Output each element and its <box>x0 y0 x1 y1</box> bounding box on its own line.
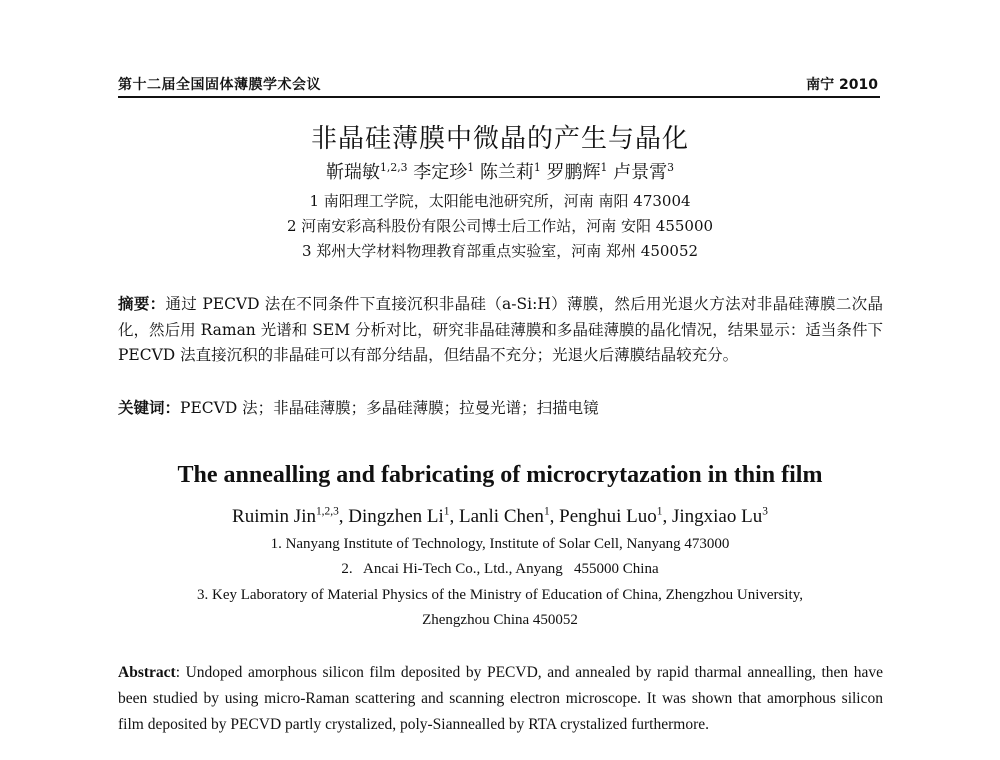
english-abstract-text: : Undoped amorphous silicon film deposited by PECVD, and annealed by rapid tharmal annealling, then have been studied by using micro-Raman scattering and scanning electron microscope. It was shown that amorphous silicon film deposited by PECVD partly crystalized, poly-Siannealled by RTA crystalized furthermore. <box>118 664 883 733</box>
chinese-authors <box>0 158 1000 184</box>
author-name: Penghui Luo <box>559 506 657 527</box>
english-abstract <box>118 660 883 738</box>
chinese-abstract-label: 摘要： <box>118 295 166 313</box>
author-affiliation-mark: 1 <box>443 505 450 518</box>
author-affiliation-mark: 1 <box>656 505 663 518</box>
author-name: 陈兰莉 <box>479 162 534 183</box>
author-affiliation-mark: 1 <box>600 161 608 174</box>
conference-name: 第十二届全国固体薄膜学术会议 <box>118 77 321 93</box>
chinese-keywords-label: 关键词： <box>118 399 181 417</box>
author-name: Jingxiao Lu <box>671 506 763 527</box>
chinese-affiliation-2: 2 河南安彩高科股份有限公司博士后工作站，河南 安阳 455000 <box>286 217 714 235</box>
chinese-affiliation-3: 3 郑州大学材料物理教育部重点实验室，河南 郑州 450052 <box>301 242 699 260</box>
english-authors: Ruimin Jin$^{1,2,3}$, Dingzhen Li$^1$, Lanli Chen$^1$, Penghui Luo$^1$, Jingxiao Lu$^3$ <box>232 505 768 527</box>
location-year: 南宁 2010 <box>806 77 878 93</box>
author-affiliation-mark: 1 <box>533 161 541 174</box>
running-header <box>118 72 880 98</box>
chinese-affiliation-1: 1 南阳理工学院，太阳能电池研究所，河南 南阳 473004 <box>309 192 691 210</box>
english-affiliation-2: 2. Ancai Hi-Tech Co., Ltd., Anyang 455000 China <box>341 561 659 577</box>
chinese-abstract-text: 通过 PECVD 法在不同条件下直接沉积非晶硅（a-Si:H）薄膜，然后用光退火方法对非晶硅薄膜二次晶化，然后用 Raman 光谱和 SEM 分析对比，研究非晶硅薄膜和多晶硅薄膜的晶化情况，结果显示：适当条件下 PECVD 法直接沉积的非晶硅可以有部分结晶，但结晶不充分；光退火后薄膜结晶较充分。 <box>118 295 883 364</box>
author-affiliation-mark: 1 <box>467 161 475 174</box>
english-title: The annealling and fabricating of microcrytazation in thin film <box>177 462 823 488</box>
author-name: 卢景霄 <box>613 162 668 183</box>
author-affiliation-mark: 1,2,3 <box>315 505 339 518</box>
author-affiliation-mark: 3 <box>667 161 674 174</box>
author-name: 靳瑞敏 <box>326 162 381 183</box>
chinese-keywords <box>118 396 883 418</box>
author-name: Ruimin Jin <box>232 506 316 527</box>
author-name: Dingzhen Li <box>348 506 444 527</box>
english-affiliation-1: 1. Nanyang Institute of Technology, Institute of Solar Cell, Nanyang 473000 <box>270 536 730 552</box>
chinese-abstract <box>118 292 883 369</box>
chinese-title: 非晶硅薄膜中微晶的产生与晶化 <box>310 124 689 154</box>
author-affiliation-mark: 3 <box>762 505 768 518</box>
author-affiliation-mark: 1,2,3 <box>380 161 408 174</box>
author-affiliation-mark: 1 <box>543 505 550 518</box>
author-name: 李定珍 <box>413 162 468 183</box>
english-affiliation-3: 3. Key Laboratory of Material Physics of the Ministry of Education of China, Zhengzhou University, <box>197 587 803 603</box>
author-name: Lanli Chen <box>458 506 544 527</box>
chinese-keywords-text: PECVD 法；非晶硅薄膜；多晶硅薄膜；拉曼光谱；扫描电镜 <box>180 399 599 417</box>
english-abstract-label: Abstract <box>118 664 176 681</box>
english-affiliation-3-cont: Zhengzhou China 450052 <box>422 612 578 628</box>
author-name: 罗鹏辉 <box>546 162 601 183</box>
